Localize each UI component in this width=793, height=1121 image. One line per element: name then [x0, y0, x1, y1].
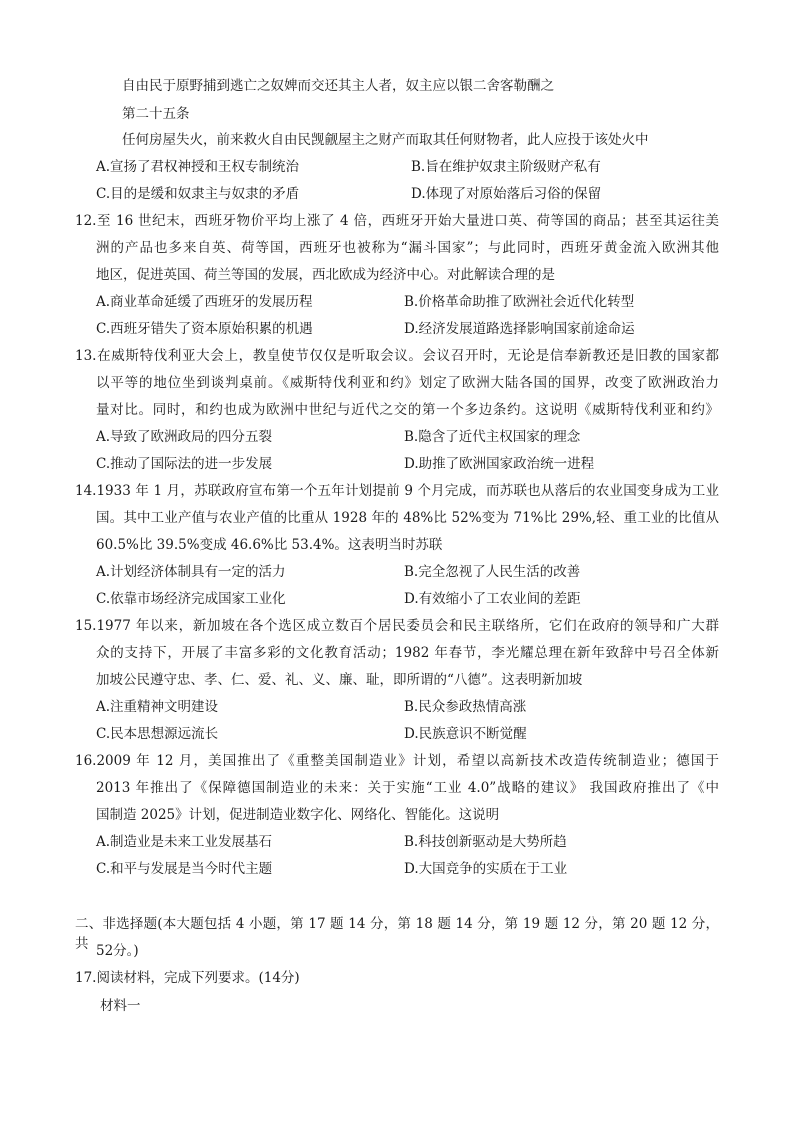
question-15-line: 众的支持下，开展了丰富多彩的文化教育活动；1982 年春节，李光耀总理在新年致辞中号召全体新	[96, 645, 719, 661]
question-16-line: 16.2009 年 12 月，美国推出了《重整美国制造业》计划，希望以高新技术改造传统制造业；德国于	[75, 753, 719, 769]
question-12-line: 地区，促进英国、荷兰等国的发展，西北欧成为经济中心。对此解读合理的是	[96, 267, 555, 283]
option-a: A.宣扬了君权神授和王权专制统治	[96, 159, 300, 175]
option-b: B.价格革命助推了欧洲社会近代化转型	[404, 294, 635, 310]
article-heading: 第二十五条	[122, 106, 190, 122]
question-14-line: 14.1933 年 1 月，苏联政府宣布第一个五年计划提前 9 个月完成，而苏联也从落后的农业国变身成为工业	[75, 483, 719, 499]
question-15-line: 15.1977 年以来，新加坡在各个选区成立数百个居民委员会和民主联络所，它们在政府的领导和广大群	[75, 618, 719, 634]
option-a: A.注重精神文明建设	[96, 699, 219, 715]
option-b: B.隐含了近代主权国家的理念	[404, 429, 581, 445]
material-label: 材料一	[100, 998, 141, 1014]
option-d: D.经济发展道路选择影响国家前途命运	[404, 321, 635, 337]
question-17-prompt: 17.阅读材料，完成下列要求。(14分)	[75, 970, 300, 986]
option-a: A.商业革命延缓了西班牙的发展历程	[96, 294, 313, 310]
question-13-line: 量对比。同时，和约也成为欧洲中世纪与近代之交的第一个多边条约。这说明《威斯特伐利亚和约》	[96, 402, 719, 418]
material-line: 自由民于原野捕到逃亡之奴婢而交还其主人者，奴主应以银二舍客勒酬之	[122, 78, 554, 94]
section-heading: 二、非选择题(本大题包括 4 小题，第 17 题 14 分，第 18 题 14 分，第 19 题 12 分，第 20 题 12 分，共	[75, 916, 719, 952]
option-d: D.民族意识不断觉醒	[404, 726, 527, 742]
question-16-line: 国制造 2025》计划，促进制造业数字化、网络化、智能化。这说明	[96, 807, 500, 823]
option-b: B.旨在维护奴隶主阶级财产私有	[411, 159, 601, 175]
question-12-line: 12.至 16 世纪末，西班牙物价平均上涨了 4 倍，西班牙开始大量进口英、荷等国的商品；甚至其运往美	[75, 213, 719, 229]
option-c: C.民本思想源远流长	[96, 726, 219, 742]
material-line: 任何房屋失火，前来救火自由民觊觎屋主之财产而取其任何财物者，此人应投于该处火中	[122, 132, 649, 148]
option-a: A.计划经济体制具有一定的活力	[96, 564, 286, 580]
question-13-line: 13.在威斯特伐利亚大会上，教皇使节仅仅是听取会议。会议召开时，无论是信奉新教还是旧教的国家都	[75, 348, 719, 364]
option-c: C.和平与发展是当今时代主题	[96, 861, 273, 877]
option-b: B.完全忽视了人民生活的改善	[404, 564, 581, 580]
option-c: C.推动了国际法的进一步发展	[96, 456, 273, 472]
option-d: D.体现了对原始落后习俗的保留	[411, 186, 602, 202]
question-15-line: 加坡公民遵守忠、孝、仁、爱、礼、义、廉、耻，即所谓的“八德”。这表明新加坡	[96, 672, 583, 688]
option-b: B.民众参政热情高涨	[404, 699, 527, 715]
question-12-line: 洲的产品也多来自英、荷等国，西班牙也被称为“漏斗国家”；与此同时，西班牙黄金流入欧洲其他	[96, 240, 719, 256]
option-c: C.目的是缓和奴隶主与奴隶的矛盾	[96, 186, 300, 202]
option-a: A.导致了欧洲政局的四分五裂	[96, 429, 273, 445]
option-c: C.依靠市场经济完成国家工业化	[96, 591, 286, 607]
question-14-line: 国。其中工业产值与农业产值的比重从 1928 年的 48%比 52%变为 71%比 29%,轻、重工业的比值从	[96, 510, 719, 526]
option-c: C.西班牙错失了资本原始积累的机遇	[96, 321, 313, 337]
section-heading: 52分。)	[96, 943, 139, 959]
option-d: D.有效缩小了工农业间的差距	[404, 591, 581, 607]
option-a: A.制造业是未来工业发展基石	[96, 834, 273, 850]
question-13-line: 以平等的地位坐到谈判桌前。《威斯特伐利亚和约》划定了欧洲大陆各国的国界，改变了欧洲政治力	[96, 375, 719, 391]
option-d: D.助推了欧洲国家政治统一进程	[404, 456, 595, 472]
option-b: B.科技创新驱动是大势所趋	[404, 834, 567, 850]
question-14-line: 60.5%比 39.5%变成 46.6%比 53.4%。这表明当时苏联	[96, 537, 443, 553]
question-16-line: 2013 年推出了《保障德国制造业的未来：关于实施“工业 4.0”战略的建议》 我国政府推出了《中	[96, 780, 719, 796]
option-d: D.大国竞争的实质在于工业	[404, 861, 568, 877]
